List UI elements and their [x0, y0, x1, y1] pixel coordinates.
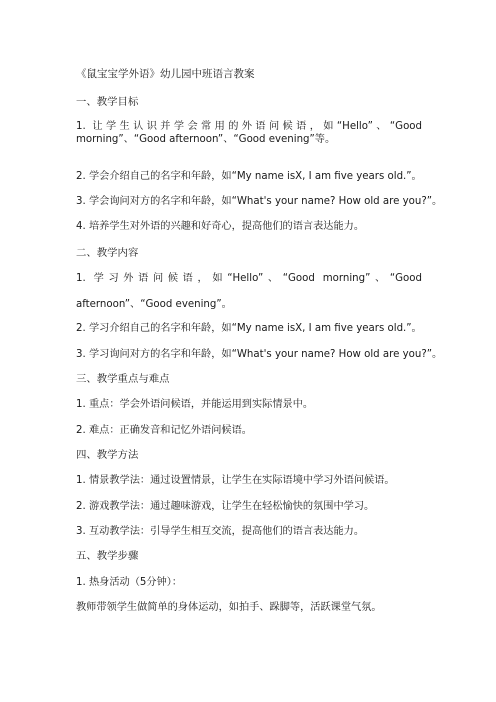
- goal-item-3: 3. 学会询问对方的名字和年龄，如“What's your name? How old are you?”。: [76, 196, 443, 207]
- content-item-2: 2. 学习介绍自己的名字和年龄，如“My name isX, I am five years old.”。: [76, 323, 422, 334]
- goal-item-4: 4. 培养学生对外语的兴趣和好奇心，提高他们的语言表达能力。: [76, 221, 365, 232]
- content-item-3: 3. 学习询问对方的名字和年龄，如“What's your name? How old are you?”。: [76, 349, 443, 360]
- section-heading-key-points: 三、教学重点与难点: [76, 373, 170, 385]
- method-item-1: 1. 情景教学法：通过设置情景，让学生在实际语境中学习外语问候语。: [76, 475, 395, 486]
- goal-item-2: 2. 学会介绍自己的名字和年龄，如“My name isX, I am five years old.”。: [76, 171, 422, 182]
- step-item-1-detail: 教师带领学生做简单的身体运动，如拍手、跺脚等，活跃课堂气氛。: [76, 602, 382, 613]
- section-heading-steps: 五、教学步骤: [76, 550, 139, 562]
- section-heading-content: 二、教学内容: [76, 247, 139, 259]
- content-item-1: 1. 学习外语问候语，如“Hello”、“Good morning”、“Good afternoon”、“Good evening”。: [76, 273, 422, 310]
- method-item-3: 3. 互动教学法：引导学生相互交流，提高他们的语言表达能力。: [76, 526, 365, 537]
- section-heading-goals: 一、教学目标: [76, 96, 139, 108]
- method-item-2: 2. 游戏教学法：通过趣味游戏，让学生在轻松愉快的氛围中学习。: [76, 501, 375, 512]
- step-item-1: 1. 热身活动（5分钟）：: [76, 577, 183, 588]
- section-heading-methods: 四、教学方法: [76, 449, 139, 461]
- key-point-item-2: 2. 难点：正确发音和记忆外语问候语。: [76, 425, 252, 436]
- document-title: 《鼠宝宝学外语》幼儿园中班语言教案: [76, 68, 255, 80]
- goal-item-1: 1. 让学生认识并学会常用的外语问候语，如“Hello”、“Good morning”、“Good afternoon”、“Good evening”等。: [76, 121, 422, 145]
- key-point-item-1: 1. 重点：学会外语问候语，并能运用到实际情景中。: [76, 399, 314, 410]
